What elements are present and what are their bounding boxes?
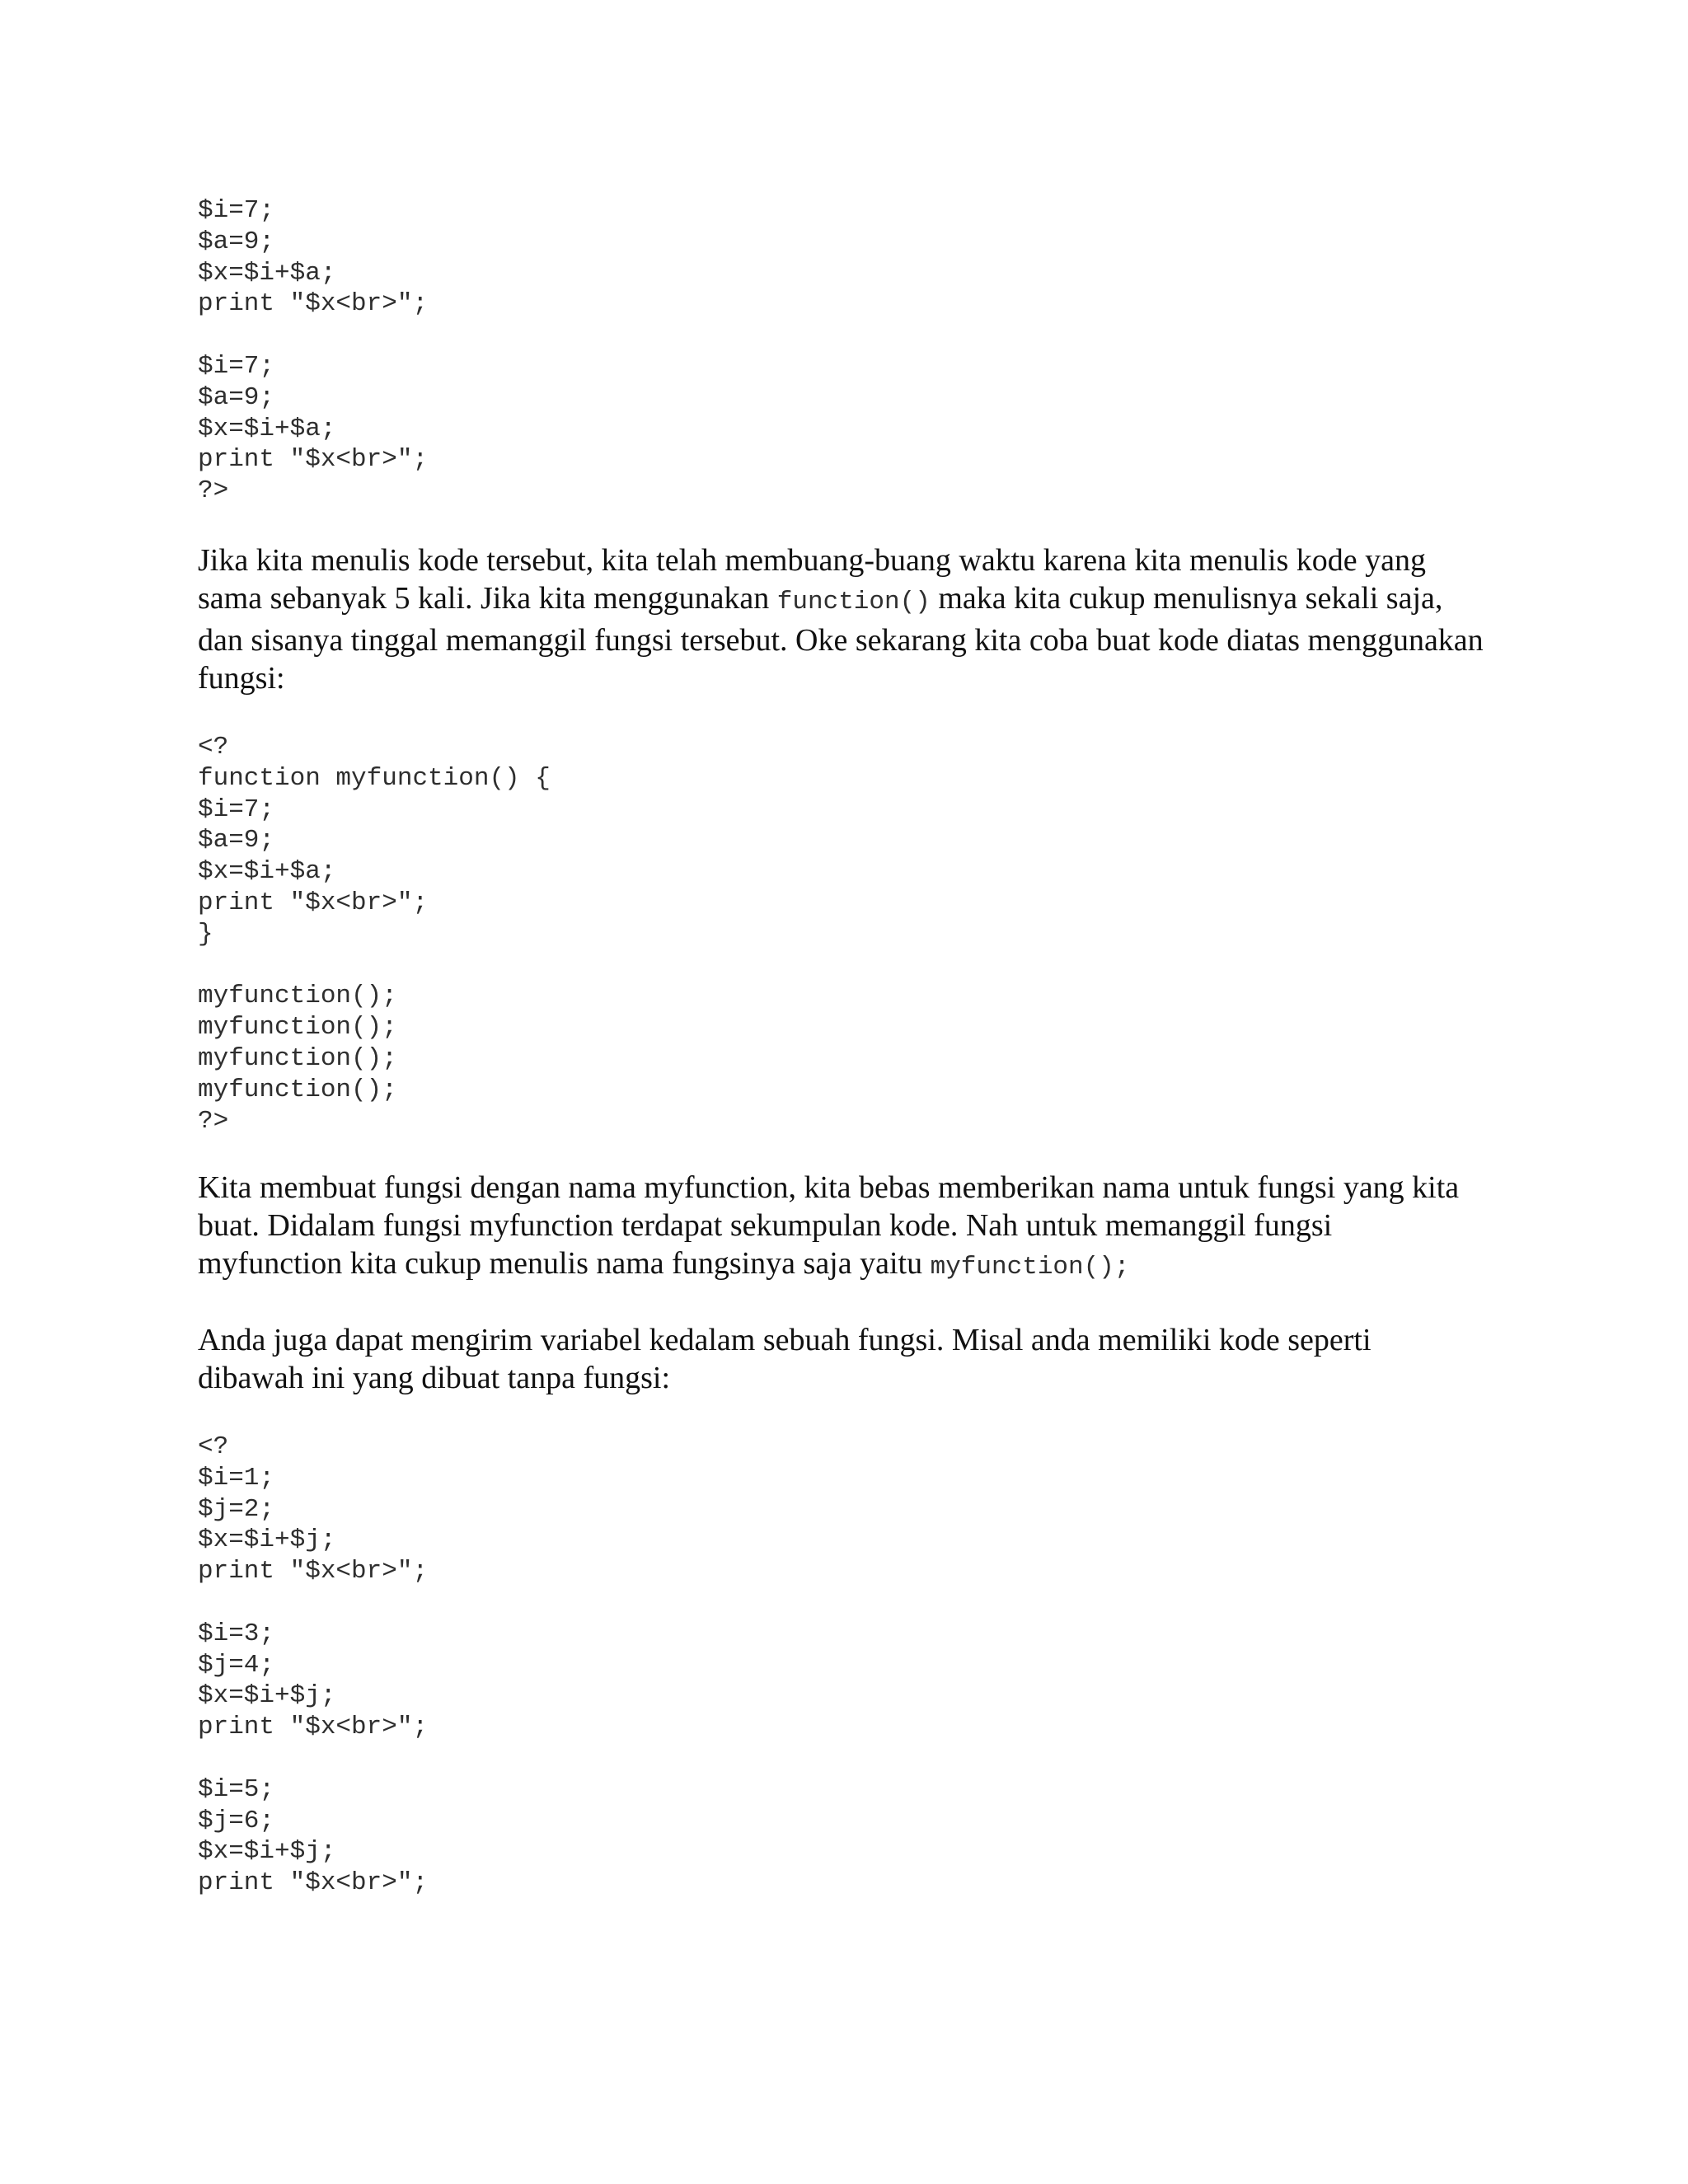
paragraph-myfunction-explained bbox=[198, 1169, 1484, 1286]
code-block-myfunction: <? function myfunction() { $i=7; $a=9; $x=$i+$a; print "$x<br>"; } myfunction(); myfunction(); myfunction(); myfunction(); ?> bbox=[198, 733, 551, 1136]
paragraph-wasted-time bbox=[198, 541, 1484, 697]
paragraph-send-variables: Anda juga dapat mengirim variabel kedalam sebuah fungsi. Misal anda memiliki kode seperti dibawah ini yang dibuat tanpa fungsi: bbox=[198, 1323, 1372, 1395]
inline-code-myfunction-call: myfunction(); bbox=[930, 1253, 1130, 1282]
inline-code-function: function() bbox=[776, 588, 931, 616]
paragraph-text: Kita membuat fungsi dengan nama myfunction, kita bebas memberikan nama untuk fungsi yang kita buat. Didalam fungsi myfunction terdapat sekumpulan kode. Nah untuk memanggil fungsi myfunction kita cukup menulis nama fungsinya saja yaitu bbox=[198, 1170, 1460, 1281]
code-block-without-function: <? $i=1; $j=2; $x=$i+$j; print "$x<br>"; $i=3; $j=4; $x=$i+$j; print "$x<br>"; $i=5; $j=6; $x=$i+$j; print "$x<br>"; bbox=[198, 1432, 429, 1898]
paragraph-text: Jika kita menulis kode tersebut, kita telah membuang-buang waktu karena kita menulis kode yang sama sebanyak 5 kali. Jika kita menggunakan bbox=[198, 543, 1427, 616]
code-block-repeated-addition: $i=7; $a=9; $x=$i+$a; print "$x<br>"; $i=7; $a=9; $x=$i+$a; print "$x<br>"; ?> bbox=[198, 196, 429, 506]
paragraph-text: maka kita cukup menulisnya sekali saja, dan sisanya tinggal memanggil fungsi tersebut. Oke sekarang kita coba buat kode diatas menggunakan fungsi: bbox=[198, 581, 1484, 696]
